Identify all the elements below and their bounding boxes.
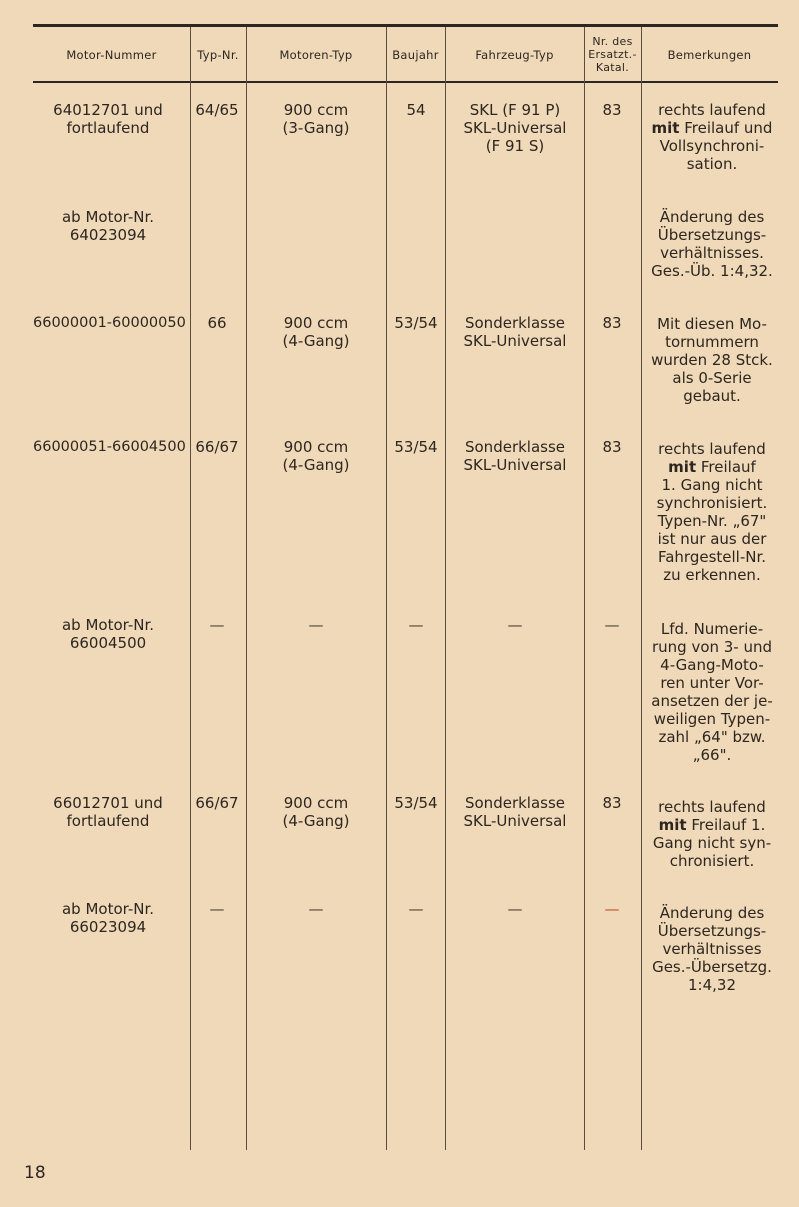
header-typ-nr: Typ-Nr. — [197, 47, 239, 62]
table-cell-motor: 66000051-66004500 — [33, 439, 186, 455]
column-divider — [584, 27, 585, 1150]
table-cell-motoren: 900 ccm (4-Gang) — [282, 438, 350, 474]
header-nr-ersatzteilkatalog: Nr. des Ersatzt.- Katal. — [588, 35, 637, 74]
table-header-rule — [33, 81, 778, 83]
table-cell-fahrzeug: Sonderklasse SKL-Universal — [463, 438, 567, 474]
table-cell-baujahr: 53/54 — [394, 314, 438, 332]
table-cell-motoren: 900 ccm (3-Gang) — [282, 101, 350, 137]
table-cell-motor: 66012701 und fortlaufend — [53, 794, 163, 830]
table-cell-bemerkung: rechts laufend mit Freilauf 1. Gang nicht synchronisiert. Typen-Nr. „67" ist nur aus der Fahrgestell-Nr. zu erkennen. — [656, 440, 768, 584]
table-cell-typ: — — [209, 616, 225, 634]
table-cell-motor: ab Motor-Nr. 66023094 — [61, 900, 155, 936]
table-cell-typ: 64/65 — [195, 101, 239, 119]
table-cell-baujahr: 53/54 — [394, 794, 438, 812]
table-cell-motoren: 900 ccm (4-Gang) — [282, 314, 350, 350]
table-cell-motor: ab Motor-Nr. 64023094 — [61, 208, 155, 244]
table-cell-nr: 83 — [602, 794, 622, 812]
table-cell-typ: — — [209, 900, 225, 918]
table-cell-motoren: — — [308, 900, 324, 918]
table-cell-baujahr: 54 — [406, 101, 426, 119]
column-divider — [190, 27, 191, 1150]
table-cell-nr: — — [604, 900, 620, 918]
table-cell-fahrzeug: — — [507, 900, 523, 918]
table-cell-motor: ab Motor-Nr. 66004500 — [61, 616, 155, 652]
table-cell-baujahr: 53/54 — [394, 438, 438, 456]
header-baujahr: Baujahr — [392, 47, 439, 62]
column-divider — [445, 27, 446, 1150]
table-cell-typ: 66/67 — [195, 794, 239, 812]
table-cell-bemerkung: Änderung des Übersetzungs- verhältnisses. Ges.-Üb. 1:4,32. — [651, 208, 773, 280]
column-divider — [641, 27, 642, 1150]
table-cell-bemerkung: Lfd. Numerie- rung von 3- und 4-Gang-Moto- ren unter Vor- ansetzen der je- weiligen Typen- zahl „64" bzw. „66". — [651, 620, 773, 764]
table-cell-fahrzeug: SKL (F 91 P) SKL-Universal (F 91 S) — [463, 101, 567, 155]
table-cell-nr: — — [604, 616, 620, 634]
table-cell-nr: 83 — [602, 438, 622, 456]
table-cell-nr: 83 — [602, 314, 622, 332]
table-cell-baujahr: — — [408, 900, 424, 918]
header-motoren-typ: Motoren-Typ — [279, 47, 353, 62]
table-cell-motoren: — — [308, 616, 324, 634]
table-top-rule — [33, 24, 778, 27]
table-cell-baujahr: — — [408, 616, 424, 634]
header-fahrzeug-typ: Fahrzeug-Typ — [475, 47, 554, 62]
table-cell-motor: 66000001-60000050 — [33, 315, 186, 331]
column-divider — [246, 27, 247, 1150]
column-divider — [386, 27, 387, 1150]
table-cell-fahrzeug: Sonderklasse SKL-Universal — [463, 314, 567, 350]
header-bemerkungen: Bemerkungen — [667, 47, 752, 62]
table-cell-motor: 64012701 und fortlaufend — [53, 101, 163, 137]
header-motor-nummer: Motor-Nummer — [66, 47, 157, 62]
table-cell-fahrzeug: — — [507, 616, 523, 634]
table-cell-typ: 66 — [207, 314, 227, 332]
table-cell-nr: 83 — [602, 101, 622, 119]
table-cell-bemerkung: Änderung des Übersetzungs- verhältnisses Ges.-Übersetzg. 1:4,32 — [652, 904, 772, 994]
table-cell-bemerkung: Mit diesen Mo- tornummern wurden 28 Stck. als 0-Serie gebaut. — [651, 315, 773, 405]
table-cell-bemerkung: rechts laufend mit Freilauf 1. Gang nicht syn- chronisiert. — [652, 798, 772, 870]
page-number: 18 — [24, 1163, 46, 1183]
table-cell-motoren: 900 ccm (4-Gang) — [282, 794, 350, 830]
table-cell-fahrzeug: Sonderklasse SKL-Universal — [463, 794, 567, 830]
table-cell-bemerkung: rechts laufend mit Freilauf und Vollsynchroni- sation. — [651, 101, 773, 173]
table-cell-typ: 66/67 — [195, 438, 239, 456]
